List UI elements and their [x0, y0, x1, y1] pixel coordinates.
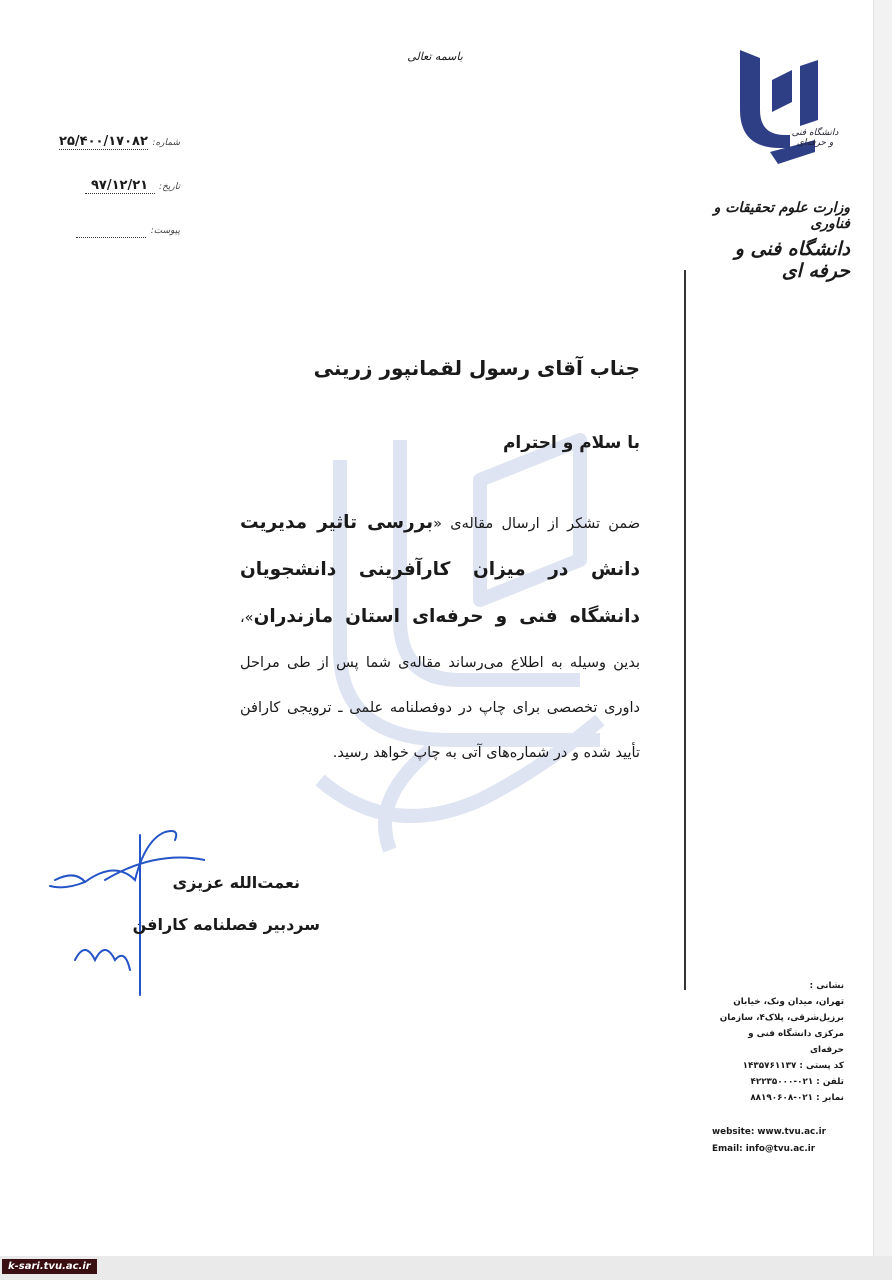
email-link[interactable]: Email: info@tvu.ac.ir: [712, 1144, 816, 1154]
body-suffix: »، بدین وسیله به اطلاع می‌رساند مقاله‌ی شما پس از طی مراحل داوری تخصصی برای چاپ در دوفصلنامه علمی ـ ترویجی کارافن تأیید شده و در شماره‌های آتی به چاپ خواهد رسید.: [240, 610, 640, 761]
body-prefix: ضمن تشکر از ارسال مقاله‌ی «: [433, 516, 641, 532]
ministry-name: وزارت علوم تحقیقات و فناوری: [713, 200, 850, 232]
postal-code: [712, 1058, 844, 1074]
article-title: بررسی تاثیر مدیریت دانش در میزان کارآفرینی دانشجویان دانشگاه فنی و حرفه‌ای استان مازندران: [240, 512, 640, 627]
fax: [712, 1090, 844, 1106]
fax-label: نمابر :: [816, 1093, 844, 1103]
attachment-value: [76, 222, 146, 238]
phone-label: تلفن :: [816, 1077, 844, 1087]
postal-value: ۱۴۳۵۷۶۱۱۳۷: [742, 1061, 797, 1071]
vertical-divider: [684, 270, 686, 990]
web-contact: [712, 1124, 844, 1158]
fax-value: ۰۲۱-۸۸۱۹۰۶۰۸: [750, 1093, 814, 1103]
letter-number: [40, 134, 180, 150]
recipient: جناب آقای رسول لقمانپور زرینی: [313, 356, 640, 380]
letter-attachment: [40, 222, 180, 238]
signer-title: سردبیر فصلنامه کارافن: [132, 915, 320, 934]
address-label: نشانی :: [809, 981, 844, 991]
postal-label: کد پستی :: [799, 1061, 844, 1071]
bottom-strip: [0, 1256, 892, 1280]
address-line: مرکزی دانشگاه فنی و حرفه‌ای: [748, 1029, 844, 1055]
address-line: برزیل‌شرقی، پلاک۴، سازمان: [719, 1013, 844, 1023]
university-name: دانشگاه فنی و حرفه ای: [734, 238, 850, 282]
number-label: شماره:: [152, 138, 180, 148]
letter-date: [40, 178, 180, 194]
signer-name: نعمت‌الله عزیزی: [172, 873, 300, 892]
site-badge[interactable]: k-sari.tvu.ac.ir: [2, 1259, 97, 1274]
logo-caption: دانشگاه فنی و حرفه‌ای: [791, 128, 839, 148]
greeting: با سلام و احترام: [502, 433, 640, 453]
website-link[interactable]: website: www.tvu.ac.ir: [712, 1127, 826, 1137]
phone-value: ۰۲۱-۴۲۲۳۵۰۰۰: [750, 1077, 814, 1087]
letter-body: [240, 500, 640, 776]
address-line: تهران، میدان ونک، خیابان: [733, 997, 844, 1007]
date-value: ۹۷/۱۲/۲۱: [85, 178, 155, 194]
attachment-label: پیوست:: [150, 226, 180, 236]
address-block: [712, 978, 844, 1106]
bismillah: باسمه تعالی: [407, 50, 463, 63]
page-edge: [873, 0, 892, 1280]
date-label: تاریخ:: [159, 182, 180, 192]
number-value: ۲۵/۴۰۰/۱۷۰۸۲: [59, 134, 148, 149]
university-logo-icon: [730, 40, 840, 190]
phone: [712, 1074, 844, 1090]
